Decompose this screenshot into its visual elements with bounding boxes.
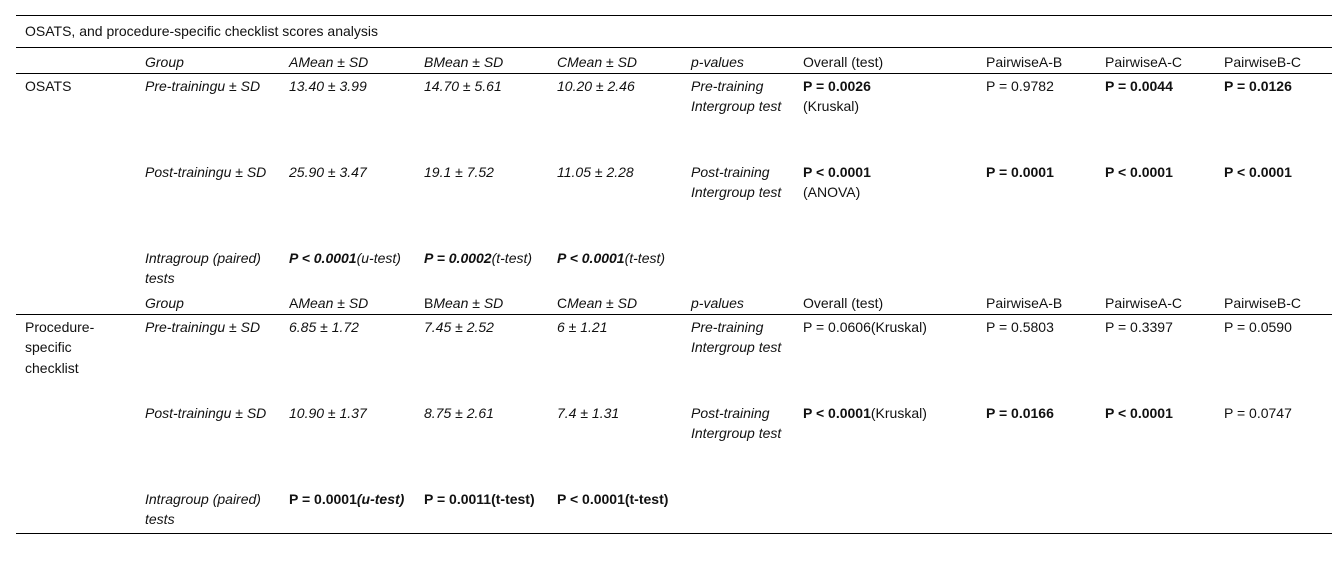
value-c: 10.20 ± 2.46 [557,77,635,94]
pair-bc: P = 0.0126 [1224,77,1292,94]
section-label-empty [16,246,136,289]
overall-cell [794,160,977,246]
header-group: Group [145,294,184,311]
header-a [280,289,415,315]
value-c: 7.4 ± 1.31 [557,404,620,421]
value-c: 6 ± 1.21 [548,314,682,401]
section-label: Procedure-specific checklist [16,314,136,401]
header-ac: PairwiseA-C [1096,47,1215,73]
section-label-empty [16,160,136,246]
overall-test: (Kruskal) [870,404,927,421]
pair-ac: P = 0.3397 [1096,314,1215,401]
results-table [16,15,1332,534]
section-label: OSATS [25,77,72,94]
section-label-empty [16,487,136,534]
pair-ab: P = 0.9782 [986,77,1054,94]
group-cell: Pre-trainingu ± SD [145,77,261,94]
empty-cell [794,487,977,534]
overall-cell: P = 0.0606(Kruskal) [794,314,977,401]
header-a-letter: A [289,294,299,311]
intra-b: P = 0.0011(t-test) [415,487,548,534]
header-bc: PairwiseB-C [1215,47,1332,73]
intra-c: P < 0.0001(t-test) [548,487,682,534]
empty-cell [1096,487,1215,534]
intra-c-test: (t-test) [624,249,666,266]
empty-cell [977,487,1096,534]
group-cell: Pre-trainingu ± SD [136,314,280,401]
header-ab: PairwiseA-B [977,47,1096,73]
header-c-letter: C [557,294,568,311]
header-row [16,47,1332,73]
header-a-rest: Mean ± SD [298,294,369,311]
intra-a [280,246,415,289]
value-c: 11.05 ± 2.28 [557,163,634,180]
intra-c [548,246,682,289]
intra-a-bold: P < 0.0001 [289,249,357,266]
header-ab: PairwiseA-B [986,294,1063,311]
value-a: 6.85 ± 1.72 [280,314,415,401]
intra-c-bold: P < 0.0001 [557,249,625,266]
empty-cell [682,487,794,534]
intra-a [280,487,415,534]
empty-cell [977,246,1096,289]
pair-bc: P < 0.0001 [1224,163,1292,180]
pair-ab: P = 0.0001 [986,163,1054,180]
header-b: BMean ± SD [415,47,548,73]
group-cell: Intragroup (paired) tests [136,487,280,534]
table-row [16,246,1332,289]
table-row [16,487,1332,534]
value-b: 8.75 ± 2.61 [424,404,494,421]
pair-ac: P < 0.0001 [1105,163,1173,180]
overall-bold: P < 0.0001 [803,163,871,180]
header-blank [16,289,136,315]
empty-cell [1096,246,1215,289]
header-ac: PairwiseA-C [1105,294,1183,311]
p-label: Post-training Intergroup test [691,404,782,441]
p-label: Pre-training Intergroup test [682,314,794,401]
group-cell: Intragroup (paired) tests [145,249,261,286]
table-row [16,73,1332,160]
table-caption: OSATS, and procedure-specific checklist scores analysis [16,16,1332,48]
table-row [16,160,1332,246]
overall-bold: P = 0.0026 [803,77,871,94]
results-table-container [16,15,1332,534]
header-row-2 [16,289,1332,315]
overall-cell [794,73,977,160]
empty-cell [794,246,977,289]
header-b-letter: B [424,294,434,311]
empty-cell [1215,246,1332,289]
overall-test: (Kruskal) [803,98,860,114]
section-label-empty [16,401,136,487]
intra-b-test: (t-test) [491,249,533,266]
p-label: Pre-training Intergroup test [691,77,782,114]
pair-ab: P = 0.0166 [986,404,1054,421]
table-row [16,314,1332,401]
intra-b [415,246,548,289]
table-row [16,401,1332,487]
group-cell: Post-trainingu ± SD [145,163,267,180]
value-b: 7.45 ± 2.52 [415,314,548,401]
header-c [548,289,682,315]
pair-ab: P = 0.5803 [977,314,1096,401]
empty-cell [682,246,794,289]
group-cell: Post-trainingu ± SD [145,404,267,421]
header-p: p-values [691,294,744,311]
header-bc: PairwiseB-C [1224,294,1302,311]
overall-bold: P < 0.0001 [803,404,871,421]
empty-cell [1215,487,1332,534]
header-b [415,289,548,315]
value-b: 14.70 ± 5.61 [424,77,502,94]
pair-bc: P = 0.0747 [1224,404,1292,421]
header-group: Group [136,47,280,73]
overall-test: (ANOVA) [803,184,861,200]
header-overall: Overall (test) [794,47,977,73]
pair-ac: P = 0.0044 [1105,77,1173,94]
p-label: Post-training Intergroup test [691,163,782,200]
intra-a-bold: P = 0.0001 [289,490,357,507]
pair-ac: P < 0.0001 [1105,404,1173,421]
header-c: CMean ± SD [548,47,682,73]
value-a: 25.90 ± 3.47 [289,163,367,180]
header-c-rest: Mean ± SD [567,294,638,311]
header-a: AMean ± SD [280,47,415,73]
intra-a-test: (u-test) [356,490,405,507]
value-a: 13.40 ± 3.99 [289,77,367,94]
pair-bc: P = 0.0590 [1215,314,1332,401]
value-b: 19.1 ± 7.52 [424,163,494,180]
intra-b-bold: P = 0.0002 [424,249,492,266]
header-p: p-values [682,47,794,73]
intra-a-test: (u-test) [356,249,401,266]
overall-cell [794,401,977,487]
caption-row [16,16,1332,48]
header-overall: Overall (test) [803,294,884,311]
header-blank [16,47,136,73]
value-a: 10.90 ± 1.37 [289,404,367,421]
header-b-rest: Mean ± SD [433,294,504,311]
